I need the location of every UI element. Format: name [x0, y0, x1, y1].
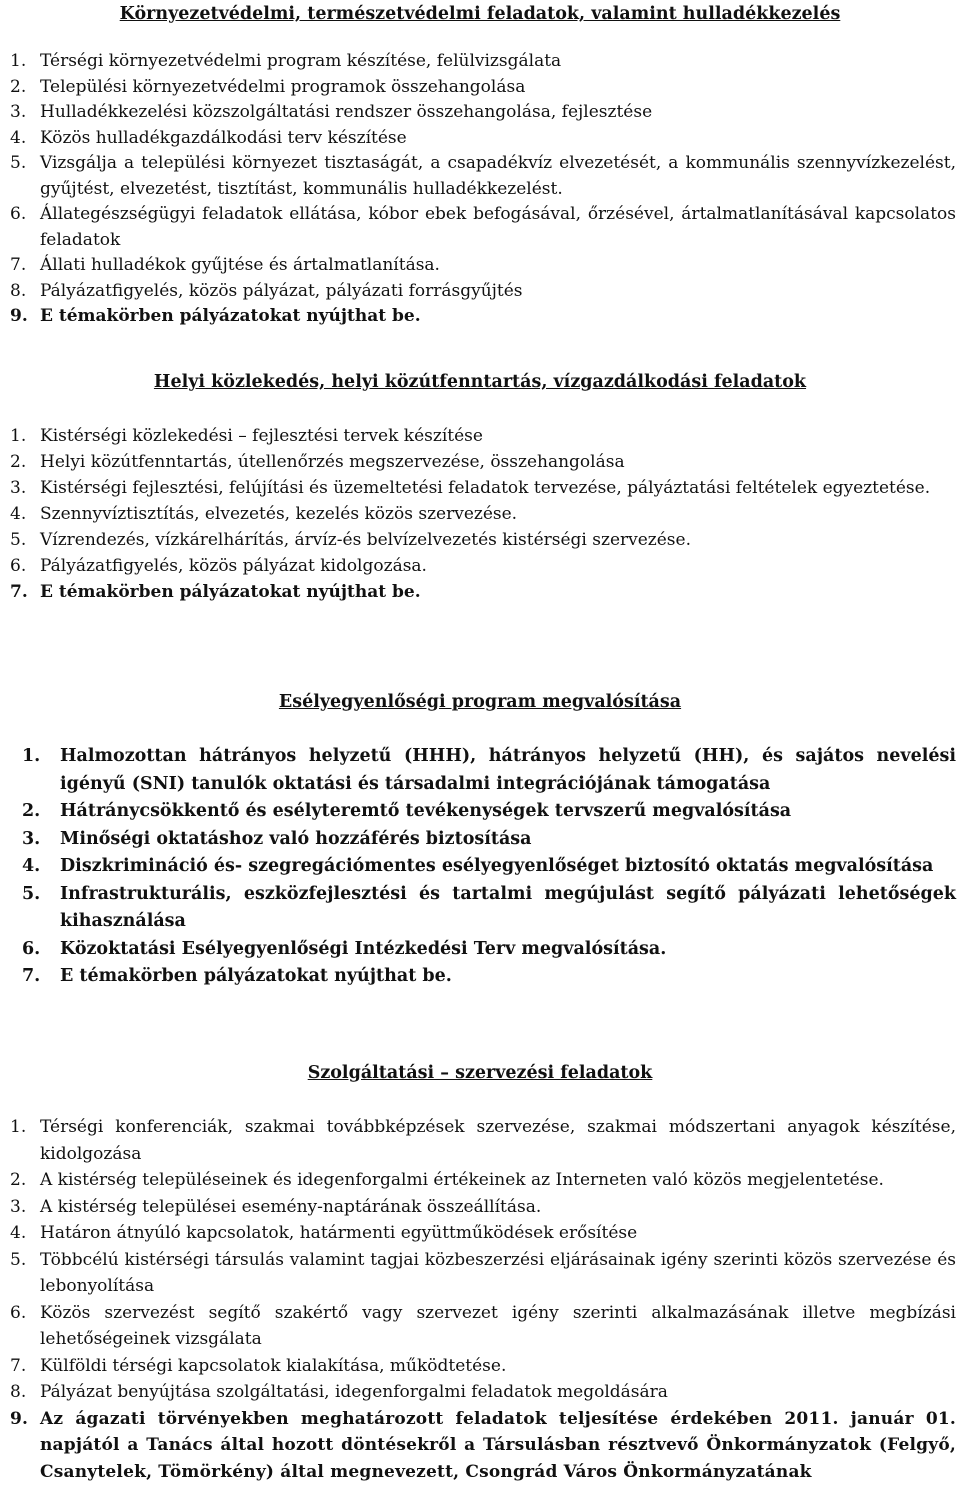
task-list	[0, 743, 960, 991]
item-number: 6.	[22, 938, 41, 959]
list-item	[0, 151, 960, 202]
item-number: 2.	[22, 801, 41, 821]
item-number: 8.	[10, 280, 27, 301]
item-number: 6.	[10, 1302, 27, 1323]
item-number: 2.	[10, 452, 27, 472]
list-item	[0, 1194, 960, 1221]
item-text: Állati hulladékok gyűjtése és ártalmatlanítása.	[40, 255, 440, 275]
section-heading: Esélyegyenlőségi program megvalósítása	[278, 692, 682, 712]
item-text: Pályázatfigyelés, közös pályázat kidolgozása.	[40, 556, 427, 576]
item-text: Települési környezetvédelmi programok összehangolása	[40, 76, 526, 97]
list-item	[0, 1379, 960, 1406]
item-number: 3.	[10, 478, 27, 498]
item-number: 3.	[10, 1196, 27, 1217]
item-text: Határon átnyúló kapcsolatok, határmenti együttműködések erősítése	[40, 1223, 638, 1243]
item-text: Pályázat benyújtása szolgáltatási, idegenforgalmi feladatok megoldására	[40, 1382, 668, 1402]
item-number: 2.	[10, 1170, 27, 1190]
list-item	[0, 963, 960, 991]
list-item	[0, 279, 960, 305]
item-number: 5.	[22, 883, 41, 904]
item-number: 9.	[10, 1408, 29, 1429]
list-item	[0, 49, 960, 75]
item-number: 4.	[10, 127, 27, 148]
list-item	[0, 881, 960, 936]
item-number: 4.	[10, 1223, 27, 1243]
section-heading: Szolgáltatási – szervezési feladatok	[307, 1063, 653, 1083]
item-number: 8.	[10, 1382, 27, 1402]
item-number: 5.	[10, 153, 27, 173]
item-text: Minőségi oktatáshoz való hozzáférés biztosítása	[60, 828, 532, 849]
list-item	[0, 1406, 960, 1486]
item-text: Térségi konferenciák, szakmai továbbképzések szervezése, szakmai módszertani anyagok készítése, kidolgozása	[40, 1117, 956, 1164]
item-number: 3.	[10, 102, 27, 122]
item-text: Hulladékkezelési közszolgáltatási rendszer összehangolása, fejlesztése	[40, 102, 653, 122]
item-text: Közös szervezést segítő szakértő vagy szervezet igény szerinti alkalmazásának illetve megbízási lehetőségeinek vizsgálata	[40, 1302, 956, 1349]
list-item	[0, 553, 960, 579]
item-text: E témakörben pályázatokat nyújthat be.	[40, 306, 421, 326]
item-number: 3.	[22, 828, 41, 849]
section-environmental	[0, 0, 960, 330]
list-item	[0, 853, 960, 881]
item-number: 2.	[10, 76, 27, 97]
list-item	[0, 527, 960, 553]
item-text: Szennyvíztisztítás, elvezetés, kezelés közös szervezése.	[40, 504, 518, 524]
item-text: Kistérségi fejlesztési, felújítási és üzemeltetési feladatok tervezése, pályáztatási feltételek egyeztetése.	[40, 478, 931, 498]
section-equal-opportunity	[0, 689, 960, 991]
item-number: 7.	[10, 1355, 27, 1376]
item-text: Halmozottan hátrányos helyzetű (HHH), hátrányos helyzetű (HH), és sajátos nevelési igényű (SNI) tanulók oktatási és társadalmi integrációjának támogatása	[60, 746, 956, 794]
item-number: 1.	[10, 1117, 27, 1137]
item-number: 7.	[10, 255, 27, 275]
item-number: 1.	[22, 746, 41, 766]
list-item	[0, 449, 960, 475]
item-text: Helyi közútfenntartás, útellenőrzés megszervezése, összehangolása	[40, 452, 625, 472]
list-item	[0, 743, 960, 798]
item-text: E témakörben pályázatokat nyújthat be.	[40, 582, 421, 602]
item-text: A kistérség települései esemény-naptárának összeállítása.	[40, 1196, 542, 1217]
list-item	[0, 75, 960, 101]
section-heading: Helyi közlekedés, helyi közútfenntartás, vízgazdálkodási feladatok	[153, 372, 807, 392]
section-transport	[0, 369, 960, 605]
list-item	[0, 936, 960, 964]
item-text: Infrastrukturális, eszközfejlesztési és tartalmi megújulást segítő pályázati lehetőségek kihasználása	[60, 883, 956, 931]
item-text: Diszkrimináció és- szegregációmentes esélyegyenlőséget biztosító oktatás megvalósítása	[60, 856, 934, 876]
list-item	[0, 253, 960, 279]
item-number: 7.	[10, 582, 28, 602]
item-text: Közoktatási Esélyegyenlőségi Intézkedési Terv megvalósítása.	[60, 938, 667, 959]
list-item	[0, 1247, 960, 1300]
item-text: Többcélú kistérségi társulás valamint tagjai közbeszerzési eljárásainak igény szerinti közös szervezése és lebonyolítása	[40, 1249, 956, 1296]
task-list	[0, 49, 960, 330]
item-number: 4.	[10, 504, 27, 524]
list-item	[0, 826, 960, 854]
item-text: Pályázatfigyelés, közös pályázat, pályázati forrásgyűjtés	[40, 280, 523, 301]
item-number: 4.	[22, 856, 41, 876]
item-text: Külföldi térségi kapcsolatok kialakítása, működtetése.	[40, 1355, 507, 1376]
item-text: Hátránycsökkentő és esélyteremtő tevékenységek tervszerű megvalósítása	[60, 801, 792, 821]
item-text: Közös hulladékgazdálkodási terv készítése	[40, 127, 407, 148]
item-number: 1.	[10, 51, 27, 71]
list-item	[0, 1220, 960, 1247]
item-number: 5.	[10, 530, 27, 550]
item-text: Állategészségügyi feladatok ellátása, kóbor ebek befogásával, őrzésével, ártalmatlanításával kapcsolatos feladatok	[40, 204, 956, 250]
list-item	[0, 798, 960, 826]
item-number: 6.	[10, 556, 27, 576]
item-text: Vizsgálja a települési környezet tisztaságát, a csapadékvíz elvezetését, a kommunális szennyvízkezelést, gyűjtést, elvezetést, tisztítást, kommunális hulladékkezelést.	[40, 153, 956, 199]
section-services	[0, 1060, 960, 1485]
list-item	[0, 1114, 960, 1167]
task-list	[0, 423, 960, 605]
list-item	[0, 1167, 960, 1194]
list-item	[0, 202, 960, 253]
list-item	[0, 1300, 960, 1353]
item-number: 6.	[10, 204, 27, 224]
list-item	[0, 126, 960, 152]
item-text: Az ágazati törvényekben meghatározott feladatok teljesítése érdekében 2011. január 01. napjától a Tanács által hozott döntésekről a Társulásban résztvevő Önkormányzatok (Felgyő, Csanytelek, Tömörkény) által megnevezett, Csongrád Város Önkormányzatának	[40, 1408, 956, 1482]
item-text: Térségi környezetvédelmi program készítése, felülvizsgálata	[40, 51, 562, 71]
item-text: Kistérségi közlekedési – fejlesztési tervek készítése	[40, 426, 483, 446]
list-item	[0, 501, 960, 527]
item-text: Vízrendezés, vízkárelhárítás, árvíz-és belvízelvezetés kistérségi szervezése.	[40, 530, 691, 550]
list-item	[0, 423, 960, 449]
item-text: E témakörben pályázatokat nyújthat be.	[60, 966, 452, 986]
list-item	[0, 579, 960, 605]
item-number: 7.	[22, 966, 41, 986]
list-item	[0, 1353, 960, 1380]
item-text: A kistérség településeinek és idegenforgalmi értékeinek az Interneten való közös megjelentetése.	[40, 1170, 884, 1190]
list-item	[0, 100, 960, 126]
list-item	[0, 475, 960, 501]
task-list	[0, 1114, 960, 1485]
item-number: 9.	[10, 306, 28, 326]
item-number: 1.	[10, 426, 27, 446]
item-number: 5.	[10, 1249, 27, 1270]
section-heading: Környezetvédelmi, természetvédelmi feladatok, valamint hulladékkezelés	[119, 4, 841, 24]
list-item	[0, 304, 960, 330]
